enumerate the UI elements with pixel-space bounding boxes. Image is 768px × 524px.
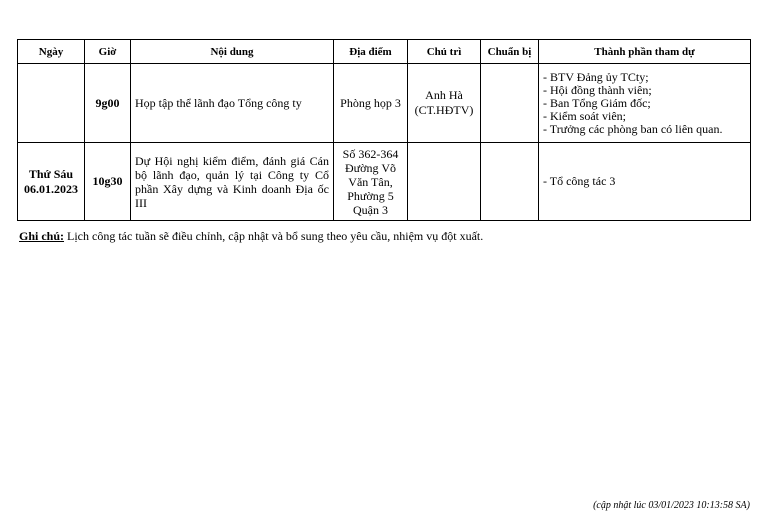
schedule-table — [17, 39, 751, 221]
attendee-item: - Hội đồng thành viên; — [543, 82, 652, 97]
note — [19, 229, 483, 244]
attendee-item: - Kiểm soát viên; — [543, 108, 626, 123]
header-chair: Chủ trì — [408, 40, 481, 64]
chair-cell: Anh Hà (CT.HĐTV) — [408, 64, 481, 143]
day-label: Thứ Sáu — [28, 166, 74, 181]
header-time: Giờ — [85, 40, 131, 64]
last-updated: (cập nhật lúc 03/01/2023 10:13:58 SA) — [593, 500, 750, 511]
attendees-cell — [539, 143, 751, 221]
time-cell: 10g30 — [85, 143, 131, 221]
date-label: 06.01.2023 — [24, 181, 78, 196]
location-cell: Số 362-364 Đường Võ Văn Tân, Phường 5 Quận 3 — [334, 143, 408, 221]
location-cell: Phòng họp 3 — [334, 64, 408, 143]
header-content: Nội dung — [131, 40, 334, 64]
time-cell: 9g00 — [85, 64, 131, 143]
attendees-cell — [539, 64, 751, 143]
attendee-item: - Ban Tổng Giám đốc; — [543, 95, 651, 110]
prepare-cell — [481, 64, 539, 143]
header-attendees: Thành phần tham dự — [539, 40, 751, 64]
table-header-row — [18, 40, 751, 64]
header-location: Địa điểm — [334, 40, 408, 64]
day-cell — [18, 64, 85, 143]
header-day: Ngày — [18, 40, 85, 64]
note-label: Ghi chú: — [19, 229, 65, 243]
content-cell: Họp tập thể lãnh đạo Tổng công ty — [131, 64, 334, 143]
attendee-item: - Trưởng các phòng ban có liên quan. — [543, 121, 723, 136]
header-prepare: Chuẩn bị — [481, 40, 539, 64]
content-cell: Dự Hội nghị kiểm điểm, đánh giá Cán bộ lãnh đạo, quản lý tại Công ty Cổ phần Xây dựng và Kinh doanh Địa ốc III — [131, 143, 334, 221]
chair-cell — [408, 143, 481, 221]
prepare-cell — [481, 143, 539, 221]
day-cell — [18, 143, 85, 221]
note-text: Lịch công tác tuần sẽ điều chỉnh, cập nhật và bổ sung theo yêu cầu, nhiệm vụ đột xuất. — [64, 229, 484, 243]
table-row — [18, 64, 751, 143]
table-row — [18, 143, 751, 221]
attendee-item: - BTV Đảng ủy TCty; — [543, 69, 649, 84]
attendee-item: - Tổ công tác 3 — [543, 174, 616, 188]
